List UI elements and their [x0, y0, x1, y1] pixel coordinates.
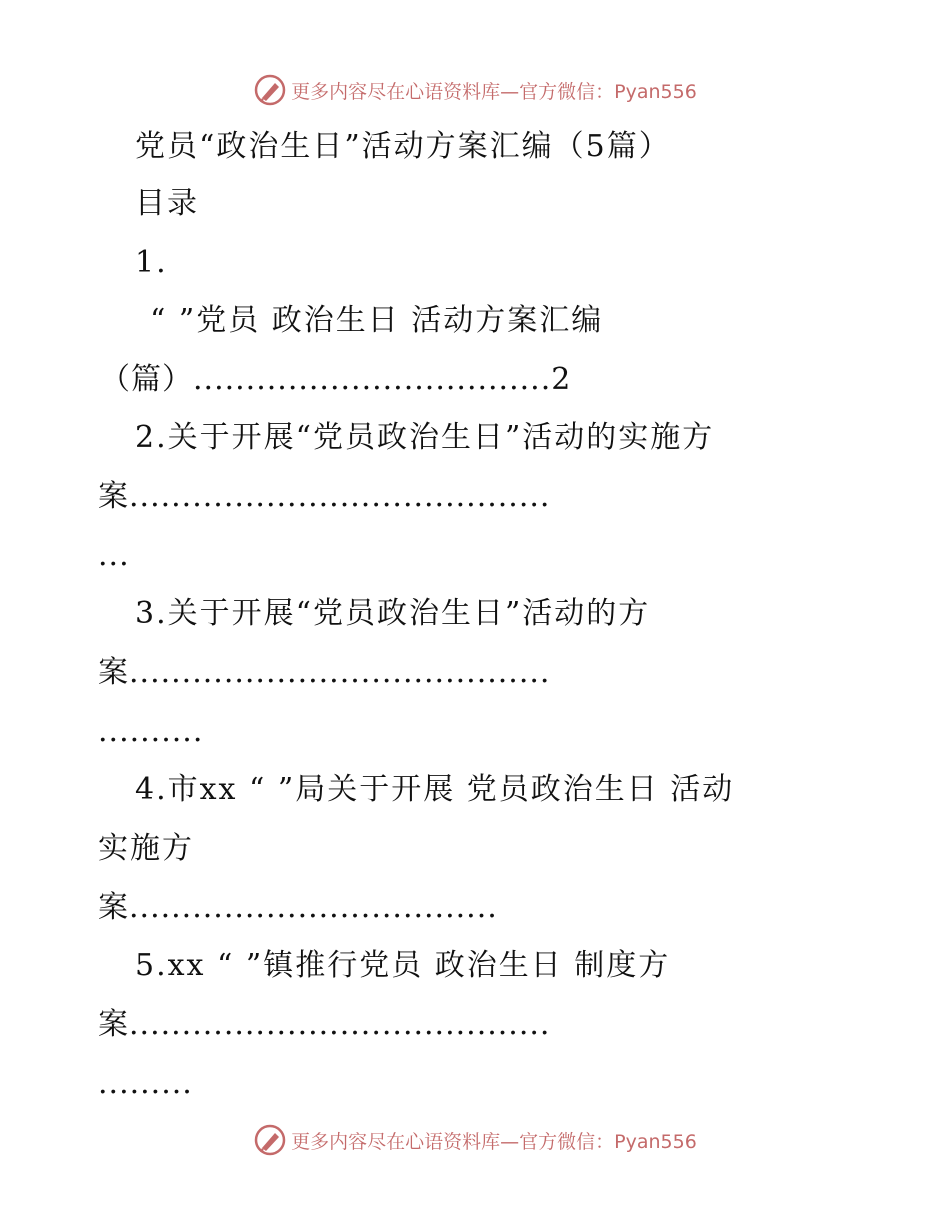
toc-line: ...: [98, 538, 130, 573]
toc-line: （篇）..................................2: [100, 362, 572, 397]
watermark-footer: [0, 1120, 950, 1160]
toc-line: .........: [98, 1066, 193, 1101]
document-title: 党员“政治生日”活动方案汇编（5篇）: [135, 129, 671, 164]
toc-line: 案........................................: [98, 1007, 551, 1042]
toc-line: ..........: [98, 714, 204, 749]
toc-line: 2.关于开展“党员政治生日”活动的实施方: [135, 420, 715, 455]
toc-line: 3.关于开展“党员政治生日”活动的方: [135, 596, 651, 631]
toc-line: “ ”党员 政治生日 活动方案汇编: [150, 303, 604, 338]
toc-line: 4.市xx “ ”局关于开展 党员政治生日 活动: [135, 772, 735, 807]
toc-heading: 目录: [135, 186, 199, 221]
watermark-header: [0, 70, 950, 110]
pen-logo-icon: [253, 1123, 287, 1157]
watermark-text: 更多内容尽在心语资料库—官方微信：Pyan556: [291, 80, 697, 103]
toc-line: 案........................................: [98, 655, 551, 690]
toc-line: 实施方: [98, 831, 194, 866]
pen-logo-icon: [253, 73, 287, 107]
watermark-text: 更多内容尽在心语资料库—官方微信：Pyan556: [291, 1130, 697, 1153]
toc-line: 1.: [135, 245, 168, 280]
toc-line: 5.xx “ ”镇推行党员 政治生日 制度方: [135, 948, 671, 983]
toc-line: 案........................................: [98, 479, 551, 514]
toc-line: 案...................................: [98, 890, 498, 925]
